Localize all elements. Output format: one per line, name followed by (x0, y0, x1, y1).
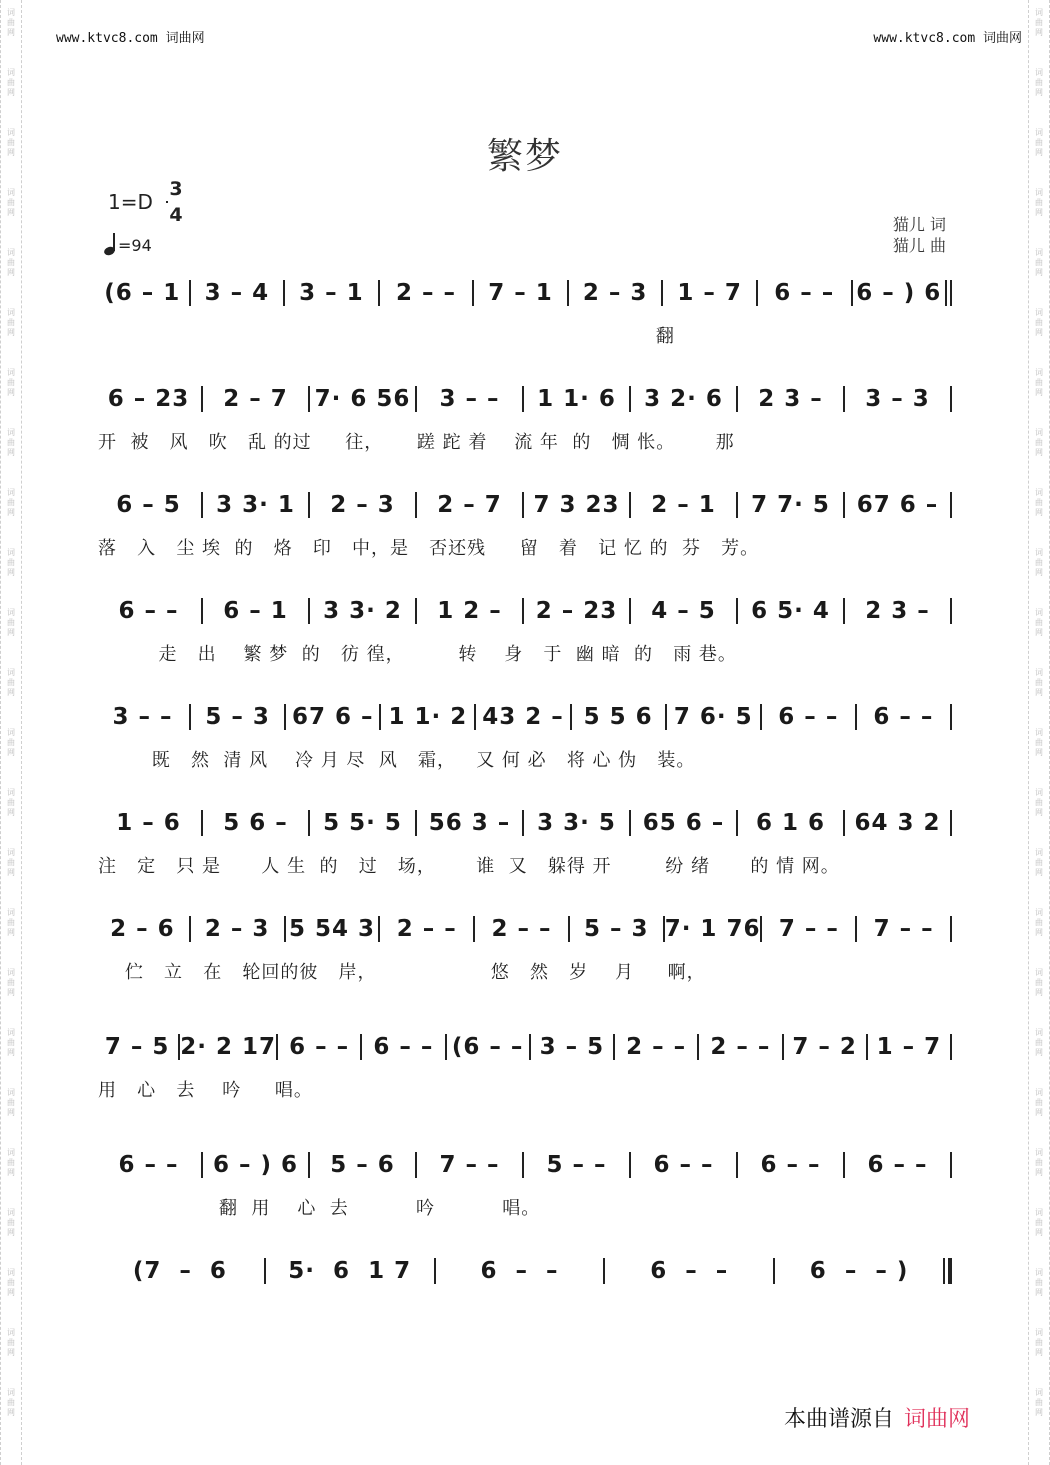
strip-watermark: 词 曲 网 (7, 1028, 15, 1057)
score-row (96, 914, 952, 944)
tempo-marking (104, 231, 152, 255)
strip-watermark: 词 曲 网 (1035, 8, 1043, 37)
barline (950, 492, 952, 518)
strip-watermark: 词 曲 网 (1035, 1148, 1043, 1177)
score-measure: 5 – 3 (584, 916, 649, 942)
score-measure: 5· 6 1 7 (288, 1258, 412, 1284)
tempo-value: =94 (118, 236, 152, 255)
score-measure: 7 – 5 (104, 1034, 170, 1060)
right-margin-strip (1028, 0, 1050, 1465)
barline (950, 386, 952, 412)
score-measure: 4 – 5 (651, 598, 716, 624)
score-measure: 6 – – (289, 1034, 350, 1060)
score-measure: 6 – – (480, 1258, 559, 1284)
score-measure: 5 5 6 (583, 704, 653, 730)
score-measure: 3 – 1 (299, 280, 364, 306)
strip-watermark: 词 曲 网 (7, 428, 15, 457)
strip-watermark: 词 曲 网 (1035, 248, 1043, 277)
key-signature: 1=D (108, 190, 153, 214)
strip-watermark: 词 曲 网 (1035, 848, 1043, 877)
quarter-note-icon (104, 233, 116, 255)
score-measure: 3 – – (112, 704, 173, 730)
score-measure: 7 – – (778, 916, 839, 942)
strip-watermark: 词 曲 网 (1035, 788, 1043, 817)
strip-watermark: 词 曲 网 (7, 1268, 15, 1297)
score-measure: 2 – – (395, 280, 456, 306)
strip-watermark: 词 曲 网 (1035, 1388, 1043, 1417)
score-measure: 6 – – (867, 1152, 928, 1178)
score-measure: 2 – – (396, 916, 457, 942)
score-measure: 5 – 3 (205, 704, 270, 730)
barline (950, 916, 952, 942)
score-measure: 6 5· 4 (751, 598, 830, 624)
score-measure: 3 3· 5 (537, 810, 616, 836)
score-measure: 6 – – (774, 280, 835, 306)
barline (950, 1034, 952, 1060)
score-measure: 5 54 3 (288, 916, 375, 942)
strip-watermark: 词 曲 网 (1035, 1268, 1043, 1297)
strip-watermark: 词 曲 网 (7, 308, 15, 337)
score-measure: 3 – 4 (204, 280, 270, 306)
score-measure: 2 – 3 (204, 916, 270, 942)
score-row (96, 1032, 952, 1062)
strip-watermark: 词 曲 网 (7, 1328, 15, 1357)
score-measure: 2 3 – (865, 598, 930, 624)
score-measure: 6 – 1 (223, 598, 288, 624)
strip-watermark: 词 曲 网 (7, 1088, 15, 1117)
site-watermark-right: www.ktvc8.com 词曲网 (873, 31, 1022, 46)
score-measure: 3 – 3 (865, 386, 930, 412)
lyric-line: 走 出 繁 梦 的 彷 徨， 转 身 于 幽 暗 的 雨 巷。 (98, 644, 737, 665)
strip-watermark: 词 曲 网 (7, 668, 15, 697)
score-measure: (7 – 6 (132, 1258, 227, 1284)
strip-watermark: 词 曲 网 (7, 788, 15, 817)
score-measure: 5 – 6 (330, 1152, 395, 1178)
strip-watermark: 词 曲 网 (1035, 68, 1043, 97)
score-measure: 6 – – ) (809, 1258, 909, 1284)
score-measure: 6 – ) 6 (212, 1152, 299, 1178)
score-measure: 7· 1 76 (664, 916, 761, 942)
score-measure: 1 1· 6 (537, 386, 616, 412)
lyric-line: 注 定 只 是 人 生 的 过 场， 谁 又 躲得 开 纷 绪 的 情 网。 (98, 856, 840, 877)
strip-watermark: 词 曲 网 (7, 908, 15, 937)
source-footer (784, 1402, 970, 1433)
strip-watermark: 词 曲 网 (7, 68, 15, 97)
score-measure: 6 – – (118, 1152, 179, 1178)
score-measure: 6 – – (118, 598, 179, 624)
score-measure: 65 6 – (642, 810, 725, 836)
score-measure: 3 – 5 (539, 1034, 605, 1060)
lyric-line: 落 入 尘 埃 的 烙 印 中，是 否还残 留 着 记 忆 的 芬 芳。 (98, 538, 760, 559)
strip-watermark: 词 曲 网 (7, 968, 15, 997)
score-measure: 7 – 1 (488, 280, 553, 306)
barline (950, 810, 952, 836)
score-row (96, 1150, 952, 1180)
score-row (96, 702, 952, 732)
score-measure: 1 – 7 (677, 280, 742, 306)
score-measure: 2 – 3 (330, 492, 395, 518)
score-measure: 2· 2 17 (180, 1034, 277, 1060)
score-row (96, 384, 952, 414)
lyric-line: 翻 用 心 去 吟 唱。 (98, 1198, 541, 1219)
lyric-line: 既 然 清 风 冷 月 尽 风 霜， 又 何 必 将 心 伪 装。 (98, 750, 696, 771)
score-measure: 64 3 2 (854, 810, 941, 836)
strip-watermark: 词 曲 网 (7, 1388, 15, 1417)
lyric-line: 翻 (98, 326, 675, 347)
site-watermark-left: www.ktvc8.com 词曲网 (56, 31, 205, 46)
score-measure: 6 – – (653, 1152, 714, 1178)
score-measure: 2 – – (491, 916, 552, 942)
score-measure: 7 – 2 (792, 1034, 857, 1060)
score-measure: 7 3 23 (533, 492, 620, 518)
strip-watermark: 词 曲 网 (1035, 548, 1043, 577)
score-measure: 6 1 6 (755, 810, 826, 836)
strip-watermark: 词 曲 网 (7, 248, 15, 277)
score-measure: 1 – 6 (116, 810, 181, 836)
repeat-barline (945, 280, 952, 306)
lyric-line: 用 心 去 吟 唱。 (98, 1080, 313, 1101)
score-measure: 5 5· 5 (323, 810, 402, 836)
score-measure: 6 – – (778, 704, 839, 730)
meter-bottom: 4 (169, 204, 183, 226)
strip-watermark: 词 曲 网 (1035, 1328, 1043, 1357)
score-measure: 67 6 – (856, 492, 939, 518)
strip-watermark: 词 曲 网 (1035, 668, 1043, 697)
score-measure: 2 – 6 (110, 916, 175, 942)
score-row (96, 490, 952, 520)
barline (950, 1152, 952, 1178)
score-measure: 7· 6 56 (314, 386, 411, 412)
score-measure: 5 6 – (223, 810, 288, 836)
strip-watermark: 词 曲 网 (7, 188, 15, 217)
source-label: 本曲谱源自 (784, 1407, 895, 1432)
score-measure: 7 6· 5 (673, 704, 753, 730)
strip-watermark: 词 曲 网 (1035, 608, 1043, 637)
strip-watermark: 词 曲 网 (1035, 188, 1043, 217)
strip-watermark: 词 曲 网 (1035, 428, 1043, 457)
score-measure: 67 6 – (292, 704, 374, 730)
strip-watermark: 词 曲 网 (7, 848, 15, 877)
strip-watermark: 词 曲 网 (1035, 1208, 1043, 1237)
score-measure: 1 2 – (437, 598, 502, 624)
strip-watermark: 词 曲 网 (1035, 488, 1043, 517)
score-measure: 3 – – (439, 386, 500, 412)
score-measure: 3 3· 1 (216, 492, 295, 518)
score-measure: 6 – – (373, 1034, 434, 1060)
score-measure: 43 2 – (482, 704, 564, 730)
score-measure: 7 – – (439, 1152, 500, 1178)
composer-credit: 猫儿 曲 (892, 236, 946, 255)
strip-watermark: 词 曲 网 (7, 128, 15, 157)
strip-watermark: 词 曲 网 (1035, 728, 1043, 757)
left-margin-strip (0, 0, 22, 1465)
score-measure: 2 – 3 (582, 280, 648, 306)
score-measure: 6 – 23 (107, 386, 190, 412)
strip-watermark: 词 曲 网 (7, 8, 15, 37)
strip-watermark: 词 曲 网 (1035, 308, 1043, 337)
strip-watermark: 词 曲 网 (7, 728, 15, 757)
strip-watermark: 词 曲 网 (7, 368, 15, 397)
source-brand: 词曲网 (904, 1407, 971, 1432)
score-measure: 6 – – (873, 704, 934, 730)
lyricist-credit: 猫儿 词 (892, 215, 946, 234)
score-measure: 6 – 5 (116, 492, 181, 518)
time-signature (166, 178, 186, 226)
score-measure: (6 – 1 (104, 280, 181, 306)
final-barline (943, 1258, 952, 1284)
score-row (96, 808, 952, 838)
score-measure: 2 – – (710, 1034, 771, 1060)
score-measure: 2 – – (626, 1034, 687, 1060)
score-row (96, 1256, 952, 1286)
strip-watermark: 词 曲 网 (7, 1208, 15, 1237)
strip-watermark: 词 曲 网 (7, 488, 15, 517)
strip-watermark: 词 曲 网 (7, 1148, 15, 1177)
barline (950, 704, 952, 730)
score-measure: 2 – 7 (223, 386, 288, 412)
score-measure: 5 – – (546, 1152, 607, 1178)
strip-watermark: 词 曲 网 (7, 548, 15, 577)
score-measure: 1 – 7 (876, 1034, 942, 1060)
strip-watermark: 词 曲 网 (1035, 968, 1043, 997)
score-measure: 6 – ) 6 (856, 280, 942, 306)
lyric-line: 伫 立 在 轮回的彼 岸， 悠 然 岁 月 啊， (98, 962, 706, 983)
song-title: 繁梦 (486, 136, 563, 177)
score-measure: 1 1· 2 (388, 704, 468, 730)
strip-watermark: 词 曲 网 (1035, 1088, 1043, 1117)
score-measure: 2 – 7 (437, 492, 502, 518)
score-row (96, 596, 952, 626)
score-measure: 3 3· 2 (323, 598, 402, 624)
barline (950, 598, 952, 624)
score-row (96, 278, 952, 308)
score-measure: 7 – – (873, 916, 934, 942)
lyric-line: 开 被 风 吹 乱 的过 往， 蹉 跎 着 流 年 的 惆 怅。 那 (98, 432, 735, 453)
score-measure: 3 2· 6 (644, 386, 723, 412)
score-measure: 2 – 1 (651, 492, 716, 518)
score-measure: 56 3 – (428, 810, 511, 836)
score-measure: (6 – – (451, 1034, 524, 1060)
meter-top: 3 (169, 178, 183, 200)
strip-watermark: 词 曲 网 (1035, 128, 1043, 157)
score-measure: 6 – – (760, 1152, 821, 1178)
score-measure: 2 3 – (758, 386, 823, 412)
strip-watermark: 词 曲 网 (1035, 908, 1043, 937)
score-measure: 6 – – (650, 1258, 729, 1284)
strip-watermark: 词 曲 网 (1035, 1028, 1043, 1057)
strip-watermark: 词 曲 网 (7, 608, 15, 637)
score-measure: 2 – 23 (535, 598, 618, 624)
strip-watermark: 词 曲 网 (1035, 368, 1043, 397)
score-measure: 7 7· 5 (751, 492, 830, 518)
